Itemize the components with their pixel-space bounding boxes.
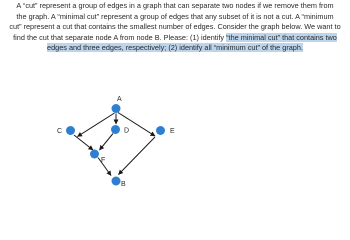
highlighted-text: edges and three edges, respectively; (2) identify all “minimum cut” of the graph. [47, 43, 303, 52]
node-a [112, 104, 121, 113]
node-label-e: E [170, 128, 175, 135]
node-label-d: D [124, 127, 130, 135]
text-segment: cut” represent a cut that contains the smallest number of edges. Consider the graph below. We want to [9, 22, 341, 31]
edge-a-c [78, 113, 115, 137]
text-segment: find the cut that separate node A from node B. Please: (1) identify [13, 32, 227, 42]
highlighted-text: “the minimal cut” that contains two [226, 32, 337, 42]
node-b [112, 177, 121, 186]
node-label-a: A [117, 96, 122, 103]
text-segment: the graph. A “minimal cut” represent a group of edges that any subset of it is not a cut. A “minimum [16, 11, 334, 21]
node-d [111, 125, 120, 134]
edge-e-b [119, 137, 156, 175]
node-f [90, 150, 99, 159]
node-c [66, 126, 75, 135]
node-e [156, 126, 165, 135]
edge-c-f [74, 135, 93, 150]
text-segment: A “cut” represent a group of edges in a graph that can separate two nodes if we remove them from [16, 1, 334, 10]
node-label-c: C [57, 128, 63, 135]
edge-d-f [100, 134, 114, 151]
node-label-b: B [121, 181, 126, 188]
node-label-f: F [101, 157, 106, 164]
